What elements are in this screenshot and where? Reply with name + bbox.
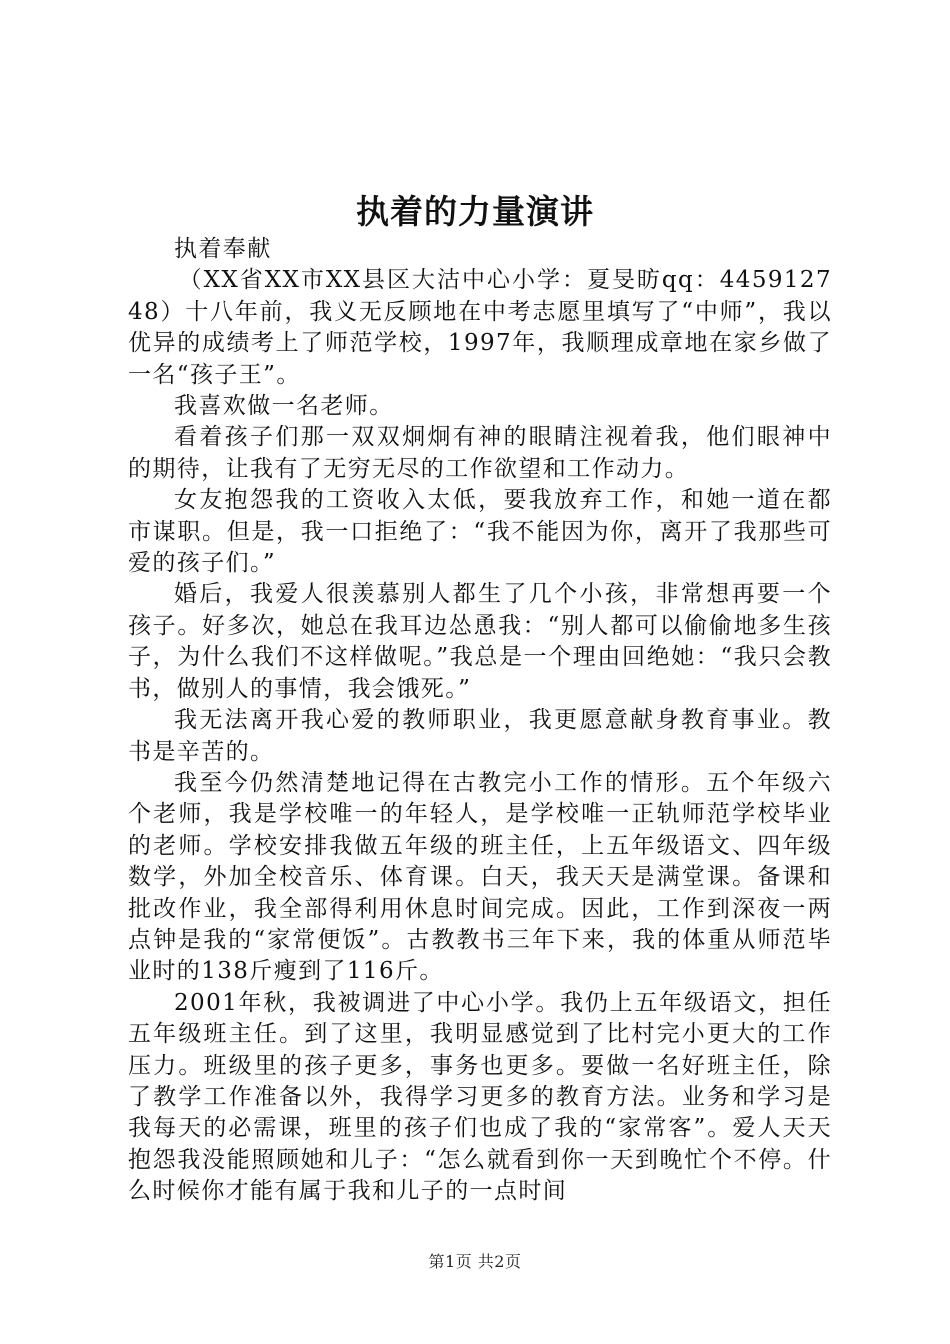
body-paragraph: （XX省XX市XX县区大沽中心小学：夏旻昉qq：445912748）十八年前，我义无反顾地在中考志愿里填写了“中师”，我以优异的成绩考上了师范学校，1997年，我顺理成章地在家乡做了一名“孩子王”。	[128, 267, 832, 388]
body-paragraph: 我无法离开我心爱的教师职业，我更愿意献身教育事业。教书是辛苦的。	[128, 707, 832, 765]
body-paragraph: 我喜欢做一名老师。	[174, 393, 394, 420]
document-title: 执着的力量演讲	[356, 192, 594, 231]
body-paragraph: 2001年秋，我被调进了中心小学。我仍上五年级语文，担任五年级班主任。到了这里，我明显感觉到了比村完小更大的工作压力。班级里的孩子更多，事务也更多。要做一名好班主任，除了教学工作准备以外，我得学习更多的教育方法。业务和学习是我每天的必需课，班里的孩子们也成了我的“家常客”。爱人天天抱怨我没能照顾她和儿子：“怎么就看到你一天到晚忙个不停。什么时候你才能有属于我和儿子的一点时间	[128, 989, 832, 1205]
page-footer: 第1页 共2页	[428, 1252, 522, 1271]
body-paragraph: 婚后，我爱人很羡慕别人都生了几个小孩，非常想再要一个孩子。好多次，她总在我耳边怂恿我：“别人都可以偷偷地多生孩子，为什么我们不这样做呢。”我总是一个理由回绝她：“我只会教书，做别人的事情，我会饿死。”	[128, 581, 832, 702]
body-paragraph: 执着奉献	[174, 236, 272, 262]
document-body	[128, 234, 832, 1208]
body-paragraph: 看着孩子们那一双双炯炯有神的眼睛注视着我，他们眼神中的期待，让我有了无穷无尽的工作欲望和工作动力。	[128, 424, 832, 482]
body-paragraph: 女友抱怨我的工资收入太低，要我放弃工作，和她一道在都市谋职。但是，我一口拒绝了：“我不能因为你，离开了我那些可爱的孩子们。”	[128, 487, 832, 577]
body-paragraph: 我至今仍然清楚地记得在古教完小工作的情形。五个年级六个老师，我是学校唯一的年轻人，是学校唯一正轨师范学校毕业的老师。学校安排我做五年级的班主任，上五年级语文、四年级数学，外加全校音乐、体育课。白天，我天天是满堂课。备课和批改作业，我全部得利用休息时间完成。因此，工作到深夜一两点钟是我的“家常便饭”。古教教书三年下来，我的体重从师范毕业时的138斤瘦到了116斤。	[128, 769, 832, 985]
